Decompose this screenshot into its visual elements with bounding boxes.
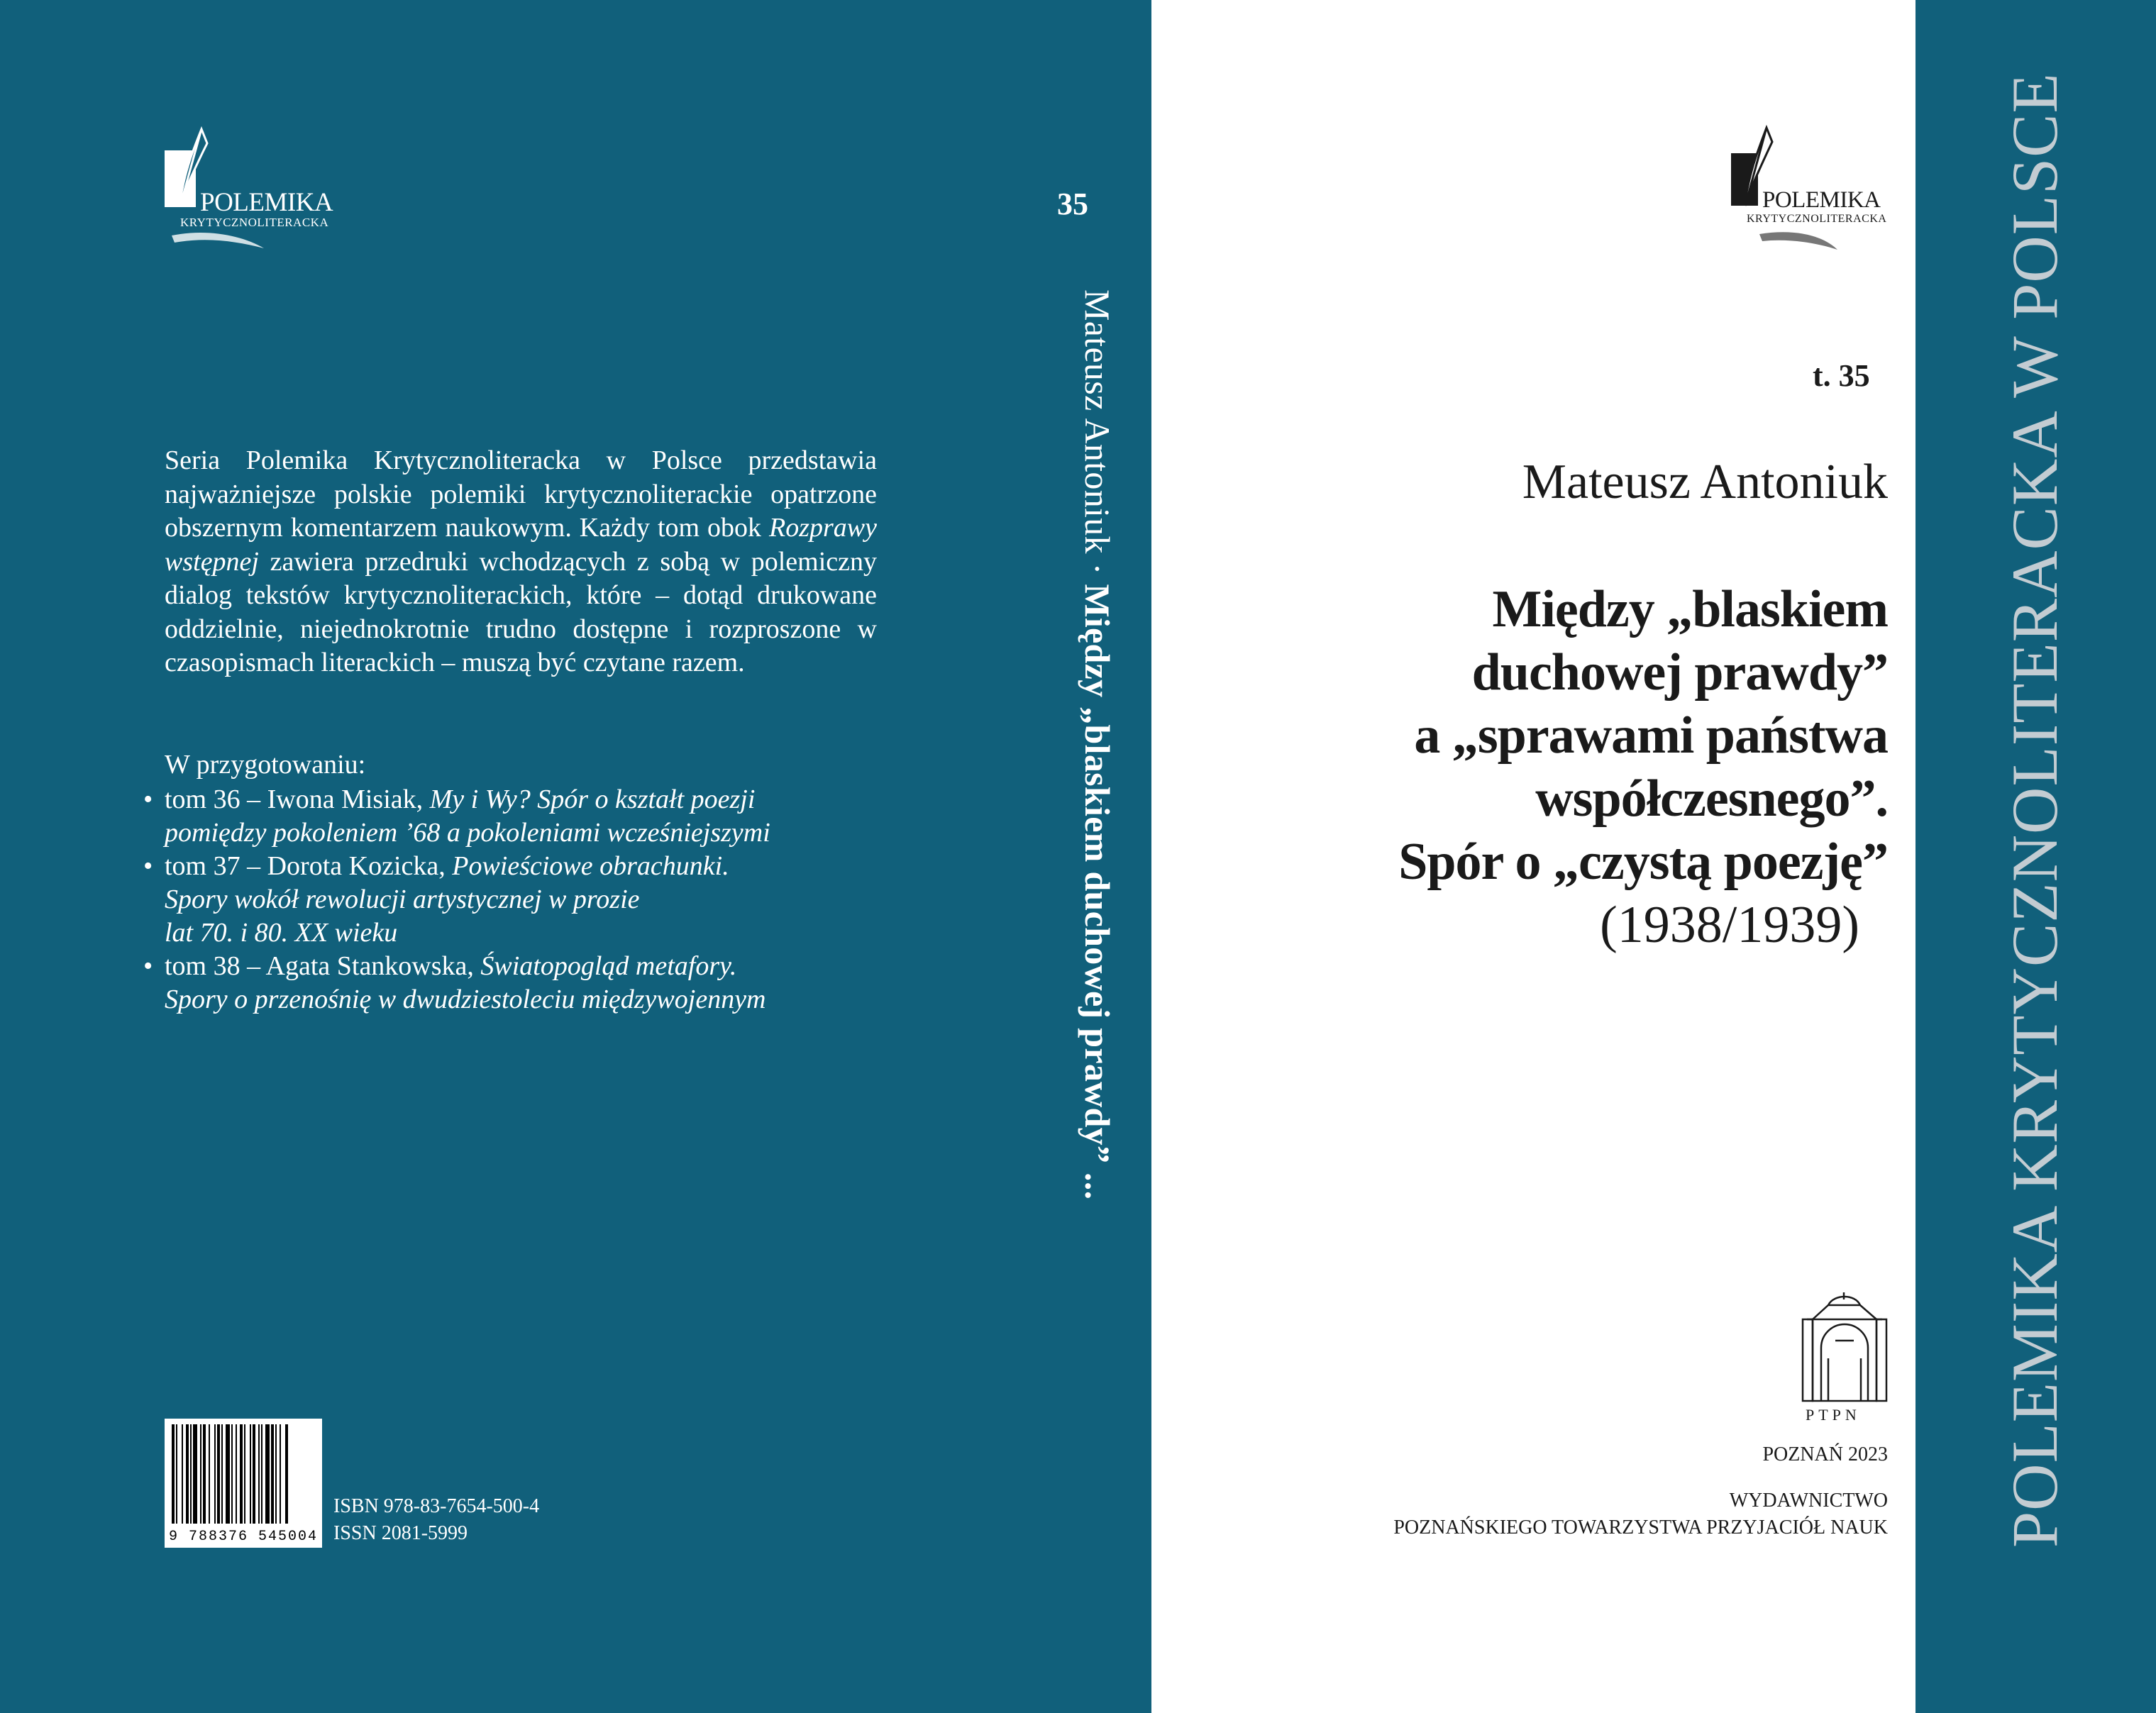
item-lead: tom 36 – Iwona Misiak, bbox=[165, 785, 430, 814]
spine-title bbox=[1077, 289, 1118, 1199]
spine-book-title: Między „blaskiem duchowej prawdy” ... bbox=[1078, 584, 1117, 1200]
title-line: współczesnego”. bbox=[1535, 770, 1888, 828]
description-text-1: Seria Polemika Krytycznoliteracka w Polsce przedstawia najważniejsze polskie polemiki krytycznoliterackie opatrzone obszernym komentarzem naukowym. Każdy tom obok bbox=[165, 445, 877, 543]
publisher-logo-front bbox=[1731, 122, 1901, 264]
preparation-list bbox=[143, 783, 945, 1016]
volume-label: t. 35 bbox=[1813, 358, 1870, 393]
series-description bbox=[165, 444, 877, 680]
publisher-line-2: POZNAŃSKIEGO TOWARZYSTWA PRZYJACIÓŁ NAUK bbox=[1393, 1517, 1888, 1539]
logo-subtitle: KRYTYCZNOLITERACKA bbox=[180, 216, 329, 229]
book-title bbox=[1249, 578, 1888, 957]
spine-author: Mateusz Antoniuk · bbox=[1078, 289, 1117, 584]
title-line: duchowej prawdy” bbox=[1471, 643, 1888, 702]
preparation-heading: W przygotowaniu: bbox=[165, 750, 366, 780]
place-year: POZNAŃ 2023 bbox=[1762, 1443, 1888, 1465]
description-italic: Rozprawy wstępnej bbox=[165, 513, 877, 577]
item-lead: tom 38 – Agata Stankowska, bbox=[165, 951, 481, 981]
item-title-cont: lat 70. i 80. XX wieku bbox=[165, 918, 398, 948]
title-line: Między „blaskiem bbox=[1492, 580, 1888, 638]
series-title-vertical: POLEMIKA KRYTYCZNOLITERACKA W POLSCE bbox=[1999, 72, 2071, 1548]
bullet: • bbox=[143, 851, 153, 881]
publisher-line-1: WYDAWNICTWO bbox=[1729, 1490, 1888, 1512]
barcode-bars bbox=[172, 1424, 315, 1524]
logo-name: POLEMIKA bbox=[1762, 187, 1881, 213]
isbn-number: ISBN 978-83-7654-500-4 bbox=[333, 1495, 540, 1517]
bullet: • bbox=[143, 785, 153, 814]
ptpn-logo bbox=[1800, 1291, 1889, 1433]
bullet: • bbox=[143, 951, 153, 981]
list-item bbox=[143, 950, 945, 1016]
barcode bbox=[165, 1419, 322, 1548]
item-title: Światopogląd metafory. bbox=[480, 951, 737, 981]
item-title-cont: pomiędzy pokoleniem ’68 a pokoleniami wcześniejszymi bbox=[165, 818, 770, 848]
author-name: Mateusz Antoniuk bbox=[1522, 455, 1888, 509]
barcode-digits: 9 788376 545004 bbox=[168, 1529, 319, 1545]
list-item bbox=[143, 850, 945, 950]
item-title: My i Wy? Spór o kształt poezji bbox=[429, 785, 756, 814]
item-title-cont: Spory o przenośnię w dwudziestoleciu międzywojennym bbox=[165, 985, 766, 1014]
title-line: Spór o „czystą poezję” bbox=[1398, 833, 1888, 891]
item-title: Powieściowe obrachunki. bbox=[452, 851, 729, 881]
list-item bbox=[143, 783, 945, 850]
isbn-block bbox=[333, 1493, 539, 1547]
logo-name: POLEMIKA bbox=[200, 188, 333, 217]
issn-number: ISSN 2081-5999 bbox=[333, 1522, 468, 1544]
logo-subtitle: KRYTYCZNOLITERACKA bbox=[1747, 213, 1887, 225]
ptpn-label: PTPN bbox=[1806, 1406, 1861, 1424]
item-lead: tom 37 – Dorota Kozicka, bbox=[165, 851, 453, 881]
spine-volume-number: 35 bbox=[1057, 187, 1088, 221]
item-title-cont: Spory wokół rewolucji artystycznej w prozie bbox=[165, 885, 640, 914]
publisher-logo-back bbox=[165, 122, 342, 264]
title-line: a „sprawami państwa bbox=[1414, 706, 1888, 765]
description-text-2: zawiera przedruki wchodzących z sobą w polemiczny dialog tekstów krytycznoliterackich, które – dotąd drukowane oddzielnie, niejednokrotnie trudno dostępne i rozproszone w czasopismach literackich – muszą być czytane razem. bbox=[165, 546, 877, 677]
title-years: (1938/1939) bbox=[1600, 896, 1859, 954]
gate-emblem-icon bbox=[1800, 1291, 1889, 1404]
